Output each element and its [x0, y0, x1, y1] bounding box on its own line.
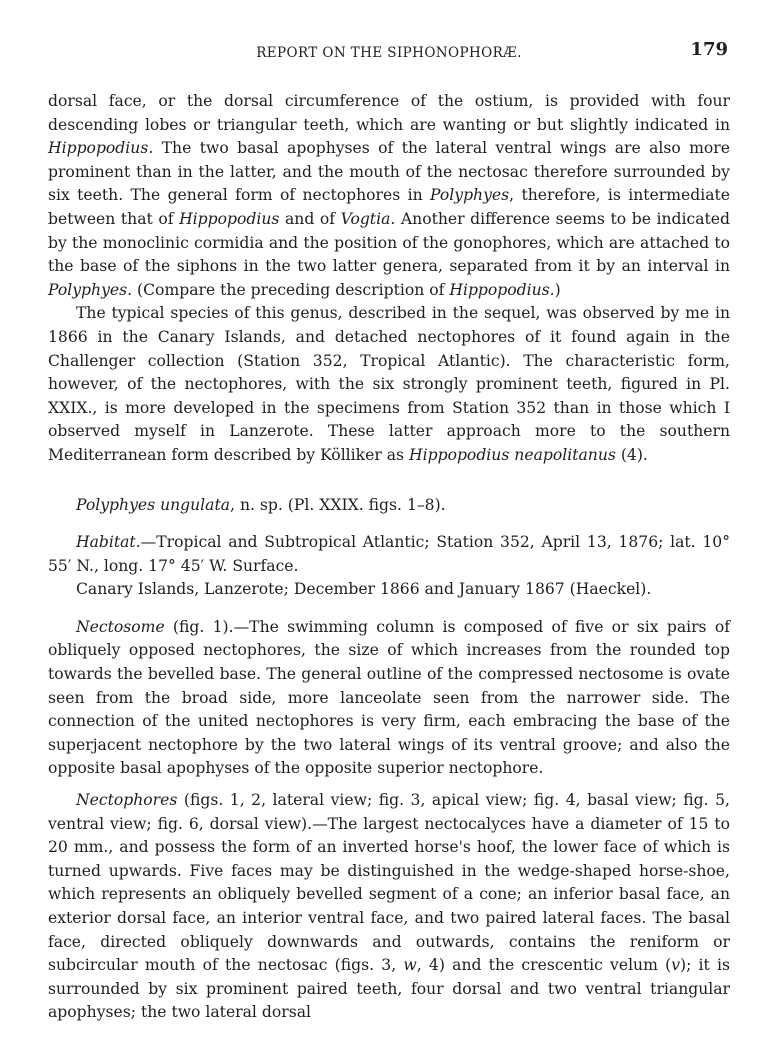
italic-run: Hippopodius.	[449, 280, 555, 299]
italic-run: Nectosome	[76, 617, 165, 636]
text-run: Another difference seems to be indicated by the monoclinic cormidia and the position of the gonophores, which are attached to the base of the siphons in the two latter genera, separated from it by an interval in	[48, 209, 731, 276]
text-run: , therefore, is intermediate between that of	[48, 186, 731, 228]
paragraph-canary-islands	[48, 302, 730, 467]
text-run: )	[554, 280, 561, 299]
text-run: —Tropical and Subtropical Atlantic; Station 352, April 13, 1876; lat. 10° 55′ N., long. 17° 45′ W. Surface.	[48, 533, 730, 575]
text-run: The two basal apophyses of the lateral ventral wings are also more prominent than in the latter, and the mouth of the nectosac therefore surrounded by six teeth. The general form of nectophores in	[48, 139, 730, 205]
text-run: (figs. 1, 2, lateral view; fig. 3, apical view; fig. 4, basal view; fig. 5, ventral view; fig. 6, dorsal view).—The largest nectocalyces have a diameter of 15 to 20 mm., and possess the form of an inverted horse's hoof, the lower face of which is turned upwards. Five faces may be distinguished in the wedge-shaped horse-shoe, which represents an obliquely bevelled segment of a cone; an inferior basal face, an exterior dorsal face, an interior ventral face, and two paired lateral faces. The basal face, directed obliquely downwards and outwards, contains the reniform or subcircular mouth of the nectosac (figs. 3,	[48, 791, 730, 975]
italic-run: Hippopodius	[179, 209, 280, 228]
species-heading	[48, 494, 730, 518]
text-run: Canary Islands, Lanzerote; December 1866 and January 1867 (Haeckel).	[76, 580, 652, 599]
nectophores-paragraph	[48, 789, 730, 1025]
text-run: (Compare the preceding description of	[132, 280, 450, 299]
italic-run: Polyphyes ungulata	[76, 495, 231, 514]
page-number: 179	[690, 39, 728, 60]
running-title: REPORT ON THE SIPHONOPHORÆ.	[256, 45, 522, 61]
italic-run: Hippopodius.	[48, 139, 154, 158]
italic-run: Habitat.	[76, 533, 141, 552]
italic-run: Polyphyes	[430, 186, 510, 205]
italic-run: v	[671, 956, 680, 975]
text-run: , 4) and the crescentic velum (	[416, 956, 672, 975]
text-run: (fig. 1).—The swimming column is composed of five or six pairs of obliquely opposed nectophores, the size of which increases from the rounded top towards the bevelled base. The general outline of the compressed nectosome is ovate seen from the broad side, more lanceolate seen from the narrower side. The connection of the united nectophores is very firm, each embracing the base of the superjacent nectophore by the two lateral wings of its ventral groove; and also the opposite basal apophyses of the opposite superior nectophore.	[48, 617, 730, 778]
text-run: dorsal face, or the dorsal circumference of the ostium, is provided with four descending lobes or triangular teeth, which are wanting or but slightly indicated in	[48, 92, 730, 134]
italic-run: Vogtia.	[340, 209, 396, 228]
italic-run: w	[403, 956, 417, 975]
text-run: (4).	[615, 445, 648, 464]
text-run: and of	[279, 209, 341, 228]
paragraph-hippopodius-comparison	[48, 90, 730, 302]
text-run: , n. sp. (Pl. XXIX. figs. 1–8).	[230, 495, 446, 514]
italic-run: Hippopodius neapolitanus	[409, 445, 616, 464]
text-run: ); it is surrounded by six prominent paired teeth, four dorsal and two ventral triangular apophyses; the two lateral dorsal	[48, 956, 730, 1022]
italic-run: Polyphyes.	[48, 280, 133, 299]
text-run: The typical species of this genus, described in the sequel, was observed by me in 1866 in the Canary Islands, and detached nectophores of it found again in the Challenger collection (Station 352, Tropical Atlantic). The characteristic form, however, of the nectophores, with the six strongly prominent teeth, figured in Pl. XXIX., is more developed in the specimens from Station 352 than in those which I observed myself in Lanzerote. These latter approach more to the southern Mediterranean form described by Kölliker as	[48, 304, 730, 464]
running-head	[48, 38, 730, 68]
nectosome-paragraph	[48, 616, 730, 781]
italic-run: Nectophores	[76, 791, 178, 810]
habitat-paragraph	[48, 531, 730, 578]
canary-islands-line	[48, 578, 730, 602]
